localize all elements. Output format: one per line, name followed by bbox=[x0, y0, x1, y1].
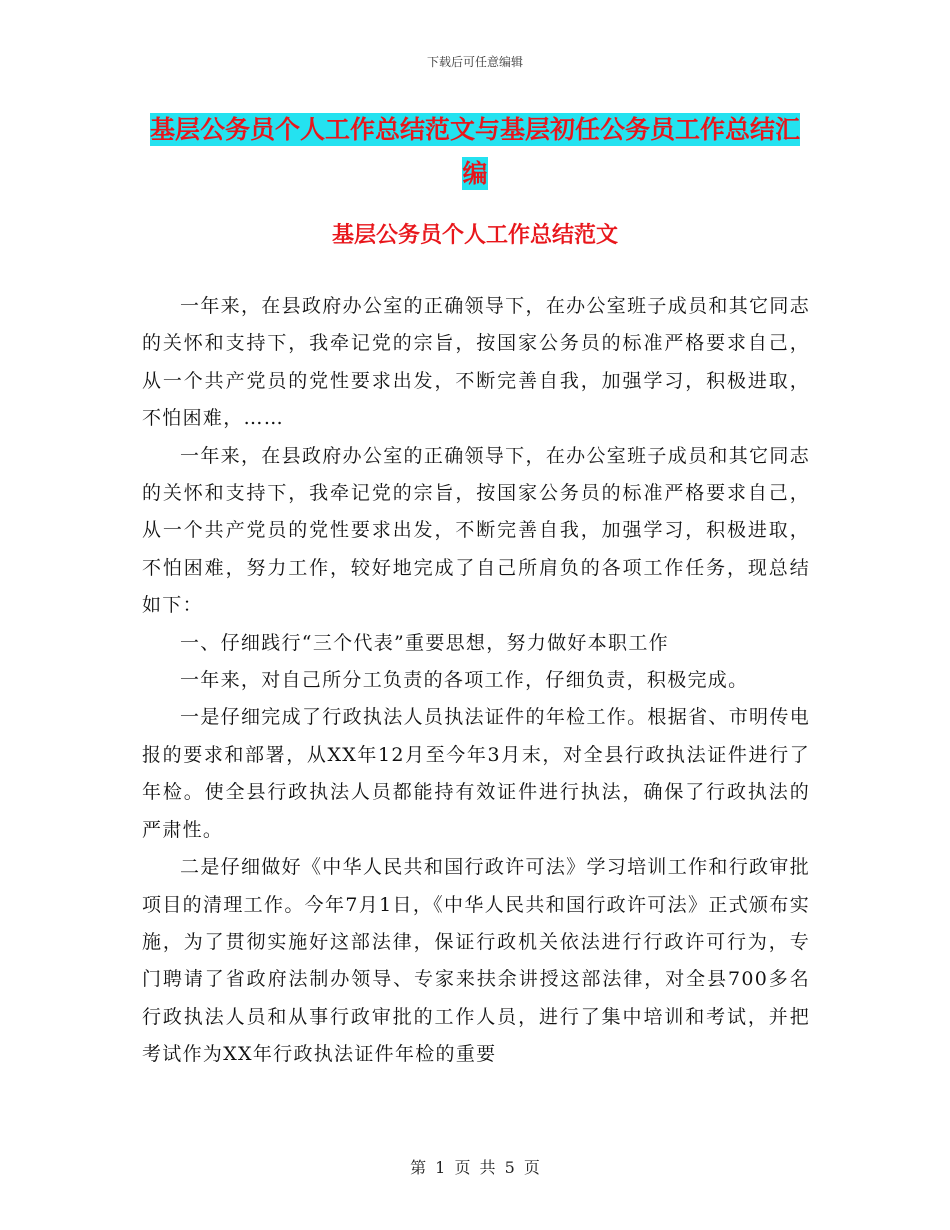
main-title bbox=[140, 108, 810, 196]
header-note: 下载后可任意编辑 bbox=[426, 55, 523, 69]
page-footer: 第 1 页 共 5 页 bbox=[410, 1158, 540, 1177]
paragraph: 二是仔细做好《中华人民共和国行政许可法》学习培训工作和行政审批项目的清理工作。今年7月1日，《中华人民共和国行政许可法》正式颁布实施，为了贯彻实施好这部法律，保证行政机关依法进行行政许可行为，专门聘请了省政府法制办领导、专家来扶余讲授这部法律，对全县700多名行政执法人员和从事行政审批的工作人员，进行了集中培训和考试，并把考试作为XX年行政执法证件年检的重要 bbox=[142, 856, 810, 1066]
main-title-text: 基层公务员个人工作总结范文与基层初任公务员工作总结汇编 bbox=[149, 115, 800, 188]
paragraph: 一年来，在县政府办公室的正确领导下，在办公室班子成员和其它同志的关怀和支持下，我牵记党的宗旨，按国家公务员的标准严格要求自己，从一个共产党员的党性要求出发，不断完善自我，加强学习，积极进取，不怕困难，…… bbox=[142, 295, 810, 430]
paragraph: 一年来，在县政府办公室的正确领导下，在办公室班子成员和其它同志的关怀和支持下，我牵记党的宗旨，按国家公务员的标准严格要求自己，从一个共产党员的党性要求出发，不断完善自我，加强学习，积极进取，不怕困难，努力工作，较好地完成了自己所肩负的各项工作任务，现总结如下： bbox=[142, 444, 810, 617]
paragraph: 一是仔细完成了行政执法人员执法证件的年检工作。根据省、市明传电报的要求和部署，从XX年12月至今年3月末，对全县行政执法证件进行了年检。使全县行政执法人员都能持有效证件进行执法，确保了行政执法的严肃性。 bbox=[142, 706, 810, 841]
section-title: 基层公务员个人工作总结范文 bbox=[331, 223, 618, 248]
paragraph: 一、仔细践行“三个代表”重要思想，努力做好本职工作 bbox=[180, 631, 669, 654]
body-text bbox=[142, 288, 810, 1074]
paragraph: 一年来，对自己所分工负责的各项工作，仔细负责，积极完成。 bbox=[180, 669, 749, 692]
